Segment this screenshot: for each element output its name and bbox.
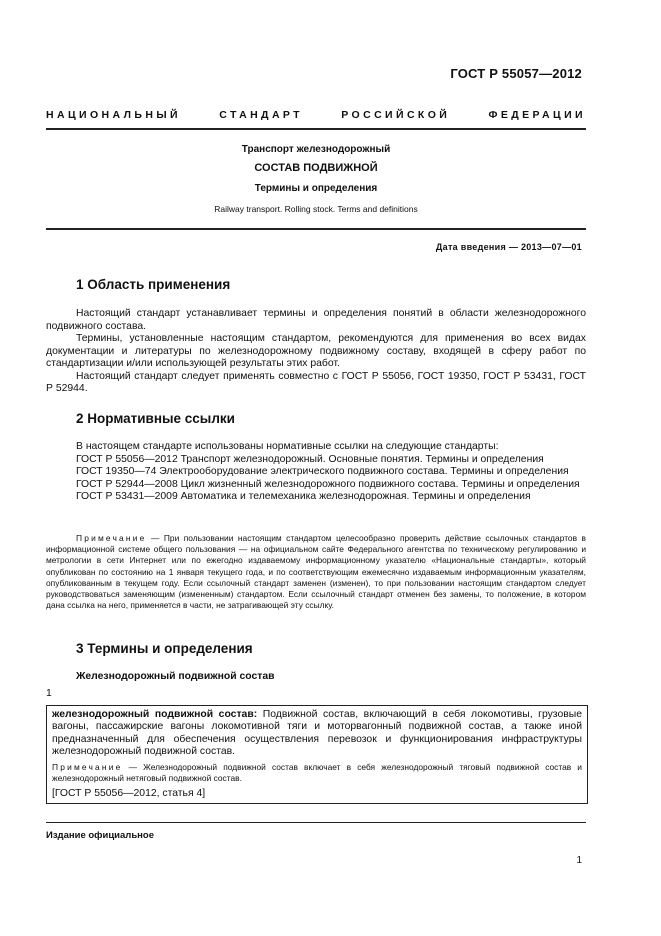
footer-divider: [46, 822, 586, 823]
term-group-heading: Железнодорожный подвижной состав: [76, 671, 275, 682]
section-1-heading: 1 Область применения: [76, 277, 231, 292]
section-2-heading: 2 Нормативные ссылки: [76, 411, 235, 426]
term-definition-box: [46, 705, 588, 804]
title-english: Railway transport. Rolling stock. Terms and definitions: [214, 204, 418, 214]
banner-word: НАЦИОНАЛЬНЫЙ: [46, 109, 181, 121]
note-label: Примечание: [52, 762, 123, 773]
edition-label: Издание официальное: [46, 830, 154, 841]
section-3-heading: 3 Термины и определения: [76, 641, 253, 656]
note-text: — При пользовании настоящим стандартом целесообразно проверить действие ссылочных стандартов в информационной системе общего пользования — на официальном сайте Федерального агентства по техническому регулированию и метрологии в сети Интернет или по ежегодно издаваемому информационному указателю «Национальные стандарты», который опубликован по состоянию на 1 января текущего года, и по соответствующим ежемесячно издаваемым информационным указателям, опубликованным в текущем году. Если ссылочный стандарт заменен (изменен), то при пользовании настоящим стандартом следует руководствоваться заменяющим (измененным) стандартом. Если ссылочный стандарт отменен без замены, то положение, в котором дана ссылка на него, применяется в части, не затрагивающей эту ссылку.: [46, 533, 586, 611]
section-2-note: [46, 533, 586, 611]
banner-word: РОССИЙСКОЙ: [341, 109, 451, 121]
term-number: 1: [46, 688, 52, 699]
introduction-date: Дата введения — 2013—07—01: [435, 242, 582, 252]
term-definition: Подвижной состав, включающий в себя локомотивы, грузовые вагоны, пассажирские вагоны локомотивной тяги и моторвагонный подвижной состав, а также иной предназначенный для обеспечения осуществления перевозок и функционирования инфраструктуры железнодорожный подвижной состав.: [52, 709, 582, 757]
national-standard-banner: [46, 109, 586, 121]
section-1-body: [46, 308, 586, 396]
reference-item: ГОСТ Р 52944—2008 Цикл жизненный железнодорожного подвижного состава. Термины и определения: [76, 478, 580, 490]
page-number: 1: [576, 855, 582, 866]
banner-word: СТАНДАРТ: [219, 109, 303, 121]
term-source: [ГОСТ Р 55056—2012, статья 4]: [52, 787, 206, 799]
note-label: Примечание: [76, 533, 147, 543]
term-name: железнодорожный подвижной состав:: [52, 709, 258, 720]
banner-word: ФЕДЕРАЦИИ: [488, 109, 586, 121]
document-number: ГОСТ Р 55057—2012: [450, 66, 582, 81]
reference-item: ГОСТ Р 55056—2012 Транспорт железнодорожный. Основные понятия. Термины и определения: [76, 453, 544, 465]
title-divider: [46, 228, 586, 230]
paragraph: В настоящем стандарте использованы нормативные ссылки на следующие стандарты:: [76, 441, 499, 452]
section-2-body: [46, 441, 586, 504]
title-line-2: СОСТАВ ПОДВИЖНОЙ: [254, 162, 378, 174]
paragraph: Настоящий стандарт следует применять совместно с ГОСТ Р 55056, ГОСТ 19350, ГОСТ Р 53431, ГОСТ Р 52944.: [46, 370, 586, 394]
paragraph: Термины, установленные настоящим стандартом, рекомендуются для применения во всех видах документации и литературы по железнодорожному подвижному составу, входящей в сферу работ по стандартизации и/или использующей результаты этих работ.: [46, 333, 586, 369]
reference-item: ГОСТ 19350—74 Электрооборудование электрического подвижного состава. Термины и определения: [76, 466, 569, 477]
reference-item: ГОСТ Р 53431—2009 Автоматика и телемеханика железнодорожная. Термины и определения: [76, 491, 531, 502]
note-text: — Железнодорожный подвижной состав включает в себя железнодорожный тяговый подвижной состав и железнодорожный нетяговый подвижной состав.: [52, 762, 582, 784]
top-divider: [46, 128, 586, 130]
title-line-3: Термины и определения: [254, 183, 378, 194]
title-line-1: Транспорт железнодорожный: [241, 144, 391, 155]
paragraph: Настоящий стандарт устанавливает термины и определения понятий в области железнодорожного подвижного состава.: [46, 308, 586, 332]
